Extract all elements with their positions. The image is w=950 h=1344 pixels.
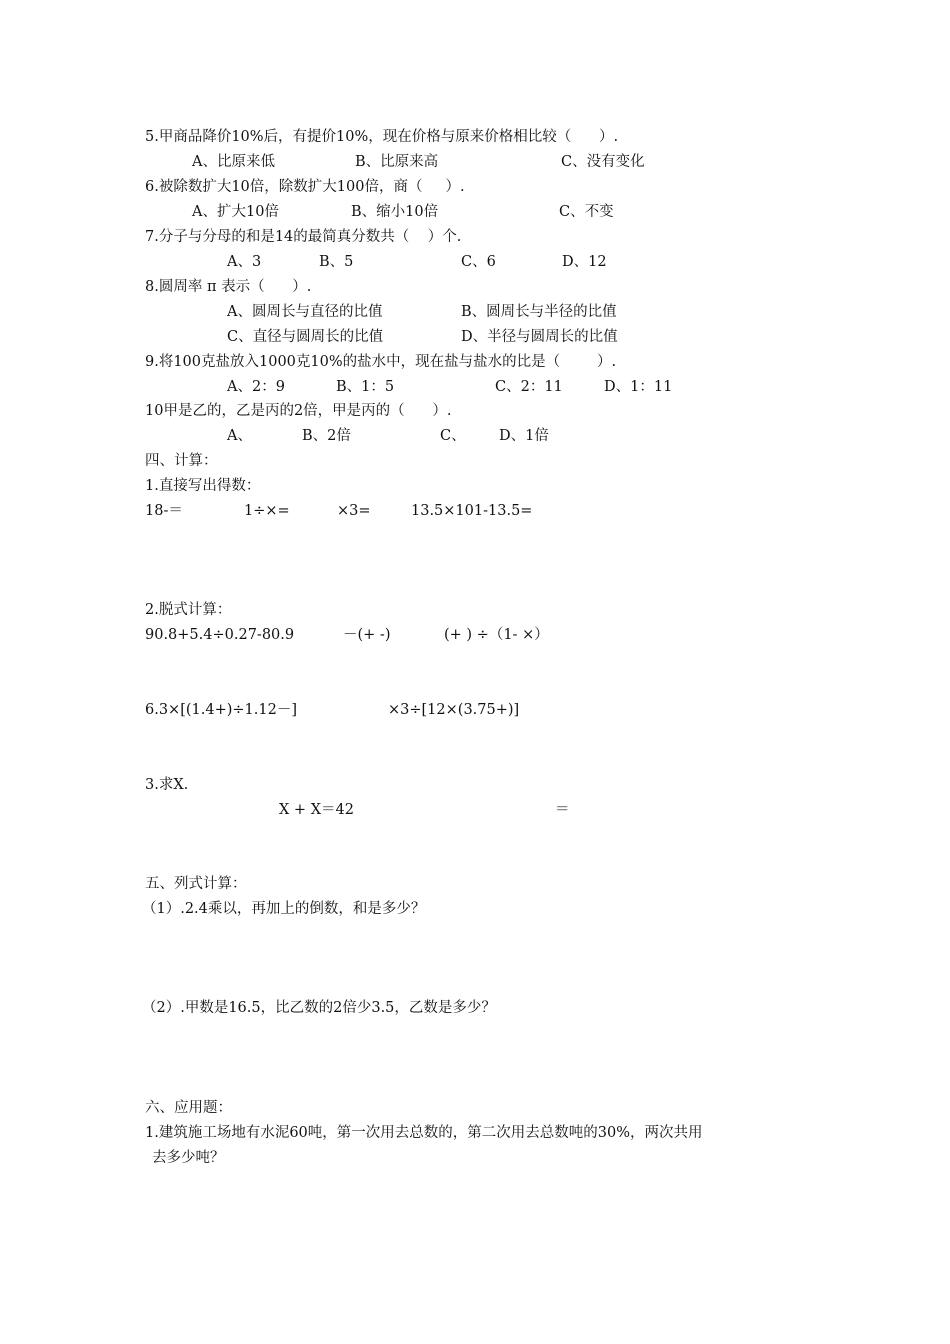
q8-option-b: B、圆周长与半径的比值 — [461, 304, 617, 320]
question-7: 7.分子与分母的和是14的最简真分数共（ ）个. — [145, 229, 462, 245]
q9-option-c: C、2：11 — [495, 379, 563, 395]
stepwise-calc-3: (+ ) ÷（1- ×） — [444, 627, 549, 643]
q7-option-d: D、12 — [562, 254, 607, 270]
q9-option-d: D、1：11 — [604, 379, 673, 395]
q10-option-b: B、2倍 — [302, 428, 351, 444]
section-5-problem-2: （2）.甲数是16.5，比乙数的2倍少3.5，乙数是多少？ — [142, 1000, 496, 1016]
equation-2: ＝ — [555, 802, 570, 818]
question-9: 9.将100克盐放入1000克10%的盐水中，现在盐与盐水的比是（ ）. — [145, 354, 617, 370]
section-4-sub3: 3.求X. — [145, 777, 189, 793]
q10-option-a: A、 — [227, 428, 252, 444]
q10-option-c: C、 — [440, 428, 466, 444]
q10-option-d: D、1倍 — [499, 428, 549, 444]
q6-option-c: C、不变 — [559, 204, 614, 220]
q5-option-c: C、没有变化 — [561, 154, 645, 170]
direct-calc-2: 1÷×= — [244, 503, 290, 519]
section-5-title: 五、列式计算： — [145, 876, 247, 892]
stepwise-calc-5: ×3÷[12×(3.75+)] — [388, 702, 520, 718]
question-5: 5.甲商品降价10%后，有提价10%，现在价格与原来价格相比较（ ）. — [145, 129, 619, 145]
q8-option-a: A、圆周长与直径的比值 — [227, 304, 383, 320]
stepwise-calc-2: －(+ -) — [343, 627, 391, 643]
q8-option-c: C、直径与圆周长的比值 — [227, 329, 384, 345]
question-8: 8.圆周率 π 表示（ ）. — [145, 279, 312, 295]
section-6-problem-1-line1: 1.建筑施工场地有水泥60吨，第一次用去总数的，第二次用去总数吨的30%，两次共用 — [145, 1125, 703, 1141]
q6-option-b: B、缩小10倍 — [351, 204, 439, 220]
q5-option-a: A、比原来低 — [192, 154, 275, 170]
equation-1: X + X＝42 — [279, 802, 354, 818]
q8-option-d: D、半径与圆周长的比值 — [461, 329, 618, 345]
direct-calc-1: 18-＝ — [145, 503, 183, 519]
direct-calc-3: ×3= — [337, 503, 371, 519]
direct-calc-4: 13.5×101-13.5= — [411, 503, 533, 519]
q7-option-a: A、3 — [227, 254, 262, 270]
section-4-title: 四、计算： — [145, 453, 218, 469]
section-4-sub2: 2.脱式计算： — [145, 602, 232, 618]
section-5-problem-1: （1）.2.4乘以，再加上的倒数，和是多少？ — [142, 901, 426, 917]
q7-option-b: B、5 — [319, 254, 354, 270]
section-6-problem-1-line2: 去多少吨？ — [152, 1150, 225, 1166]
section-4-sub1: 1.直接写出得数： — [145, 478, 261, 494]
q9-option-a: A、2：9 — [227, 379, 285, 395]
q7-option-c: C、6 — [461, 254, 496, 270]
q9-option-b: B、1：5 — [336, 379, 395, 395]
stepwise-calc-4: 6.3×[(1.4+)÷1.12－] — [145, 702, 297, 718]
stepwise-calc-1: 90.8+5.4÷0.27-80.9 — [145, 627, 295, 643]
section-6-title: 六、应用题： — [145, 1100, 232, 1116]
q6-option-a: A、扩大10倍 — [192, 204, 279, 220]
question-10: 10甲是乙的，乙是丙的2倍，甲是丙的（ ）. — [145, 403, 452, 419]
question-6: 6.被除数扩大10倍，除数扩大100倍，商（ ）. — [145, 179, 465, 195]
q5-option-b: B、比原来高 — [355, 154, 439, 170]
